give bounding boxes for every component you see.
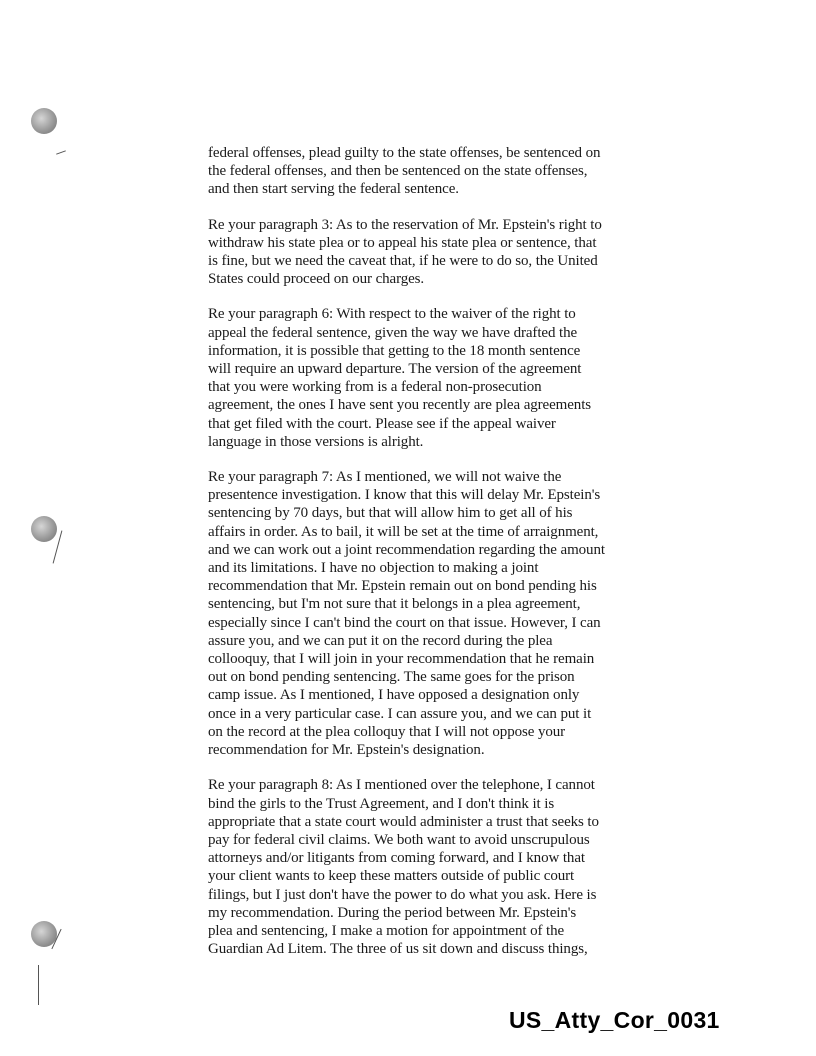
text-line: withdraw his state plea or to appeal his state plea or sentence, that xyxy=(208,234,597,251)
text-line: language in those versions is alright. xyxy=(208,433,424,450)
text-line: sentencing, but I'm not sure that it belongs in a plea agreement, xyxy=(208,596,581,613)
paragraph-continuation xyxy=(208,144,638,199)
text-line: plea and sentencing, I make a motion for appointment of the xyxy=(208,922,565,939)
text-line: federal offenses, plead guilty to the state offenses, be sentenced on xyxy=(208,145,601,161)
text-line: that you were working from is a federal non-prosecution xyxy=(208,379,542,396)
text-line: Re your paragraph 7: As I mentioned, we will not waive the xyxy=(208,469,562,486)
punch-hole-top xyxy=(31,108,57,134)
text-line: out on bond pending sentencing. The same goes for the prison xyxy=(208,669,575,686)
text-line: Re your paragraph 6: With respect to the waiver of the right to xyxy=(208,306,576,323)
text-line: the federal offenses, and then be sentenced on the state offenses, xyxy=(208,163,588,180)
text-line: presentence investigation. I know that this will delay Mr. Epstein's xyxy=(208,487,601,504)
text-line: pay for federal civil claims. We both want to avoid unscrupulous xyxy=(208,831,590,848)
paragraph-7-response xyxy=(208,468,638,759)
text-line: assure you, and we can put it on the record during the plea xyxy=(208,632,553,649)
text-line: will require an upward departure. The version of the agreement xyxy=(208,361,582,378)
text-line: and then start serving the federal sentence. xyxy=(208,181,459,198)
text-line: sentencing by 70 days, but that will allow him to get all of his xyxy=(208,505,573,522)
bates-number: US_Atty_Cor_0031 xyxy=(509,1007,720,1033)
text-line: camp issue. As I mentioned, I have opposed a designation only xyxy=(208,687,580,704)
text-line: Re your paragraph 8: As I mentioned over the telephone, I cannot xyxy=(208,777,595,794)
text-line: Guardian Ad Litem. The three of us sit down and discuss things, xyxy=(208,941,588,958)
text-line: is fine, but we need the caveat that, if he were to do so, the United xyxy=(208,253,598,270)
text-line: information, it is possible that getting to the 18 month sentence xyxy=(208,342,581,359)
text-line: and we can work out a joint recommendation regarding the amount xyxy=(208,541,605,558)
scan-mark xyxy=(56,150,66,154)
paragraph-3-response xyxy=(208,216,638,289)
text-line: attorneys and/or litigants from coming forward, and I know that xyxy=(208,850,585,867)
text-line: once in a very particular case. I can assure you, and we can put it xyxy=(208,705,592,722)
text-line: filings, but I just don't have the power to do what you ask. Here is xyxy=(208,886,597,903)
text-line: collooquy, that I will join in your recommendation that he remain xyxy=(208,651,595,668)
text-line: recommendation for Mr. Epstein's designation. xyxy=(208,742,485,759)
text-line: appropriate that a state court would administer a trust that seeks to xyxy=(208,813,599,830)
paragraph-6-response xyxy=(208,305,638,451)
text-line: Re your paragraph 3: As to the reservation of Mr. Epstein's right to xyxy=(208,216,602,233)
text-line: my recommendation. During the period between Mr. Epstein's xyxy=(208,904,577,921)
text-line: your client wants to keep these matters outside of public court xyxy=(208,868,575,885)
text-line: appeal the federal sentence, given the way we have drafted the xyxy=(208,324,578,341)
text-line: recommendation that Mr. Epstein remain out on bond pending his xyxy=(208,578,597,595)
punch-hole-middle xyxy=(31,516,57,542)
letter-body xyxy=(208,144,638,975)
scan-mark xyxy=(38,965,39,1005)
text-line: and its limitations. I have no objection to making a joint xyxy=(208,560,539,577)
text-line: agreement, the ones I have sent you recently are plea agreements xyxy=(208,397,591,414)
text-line: on the record at the plea colloquy that I will not oppose your xyxy=(208,723,566,740)
text-line: bind the girls to the Trust Agreement, and I don't think it is xyxy=(208,795,555,812)
text-line: affairs in order. As to bail, it will be set at the time of arraignment, xyxy=(208,523,599,540)
text-line: States could proceed on our charges. xyxy=(208,271,425,288)
text-line: that get filed with the court. Please see if the appeal waiver xyxy=(208,415,556,432)
text-line: especially since I can't bind the court on that issue. However, I can xyxy=(208,614,601,631)
paragraph-8-response xyxy=(208,776,638,958)
